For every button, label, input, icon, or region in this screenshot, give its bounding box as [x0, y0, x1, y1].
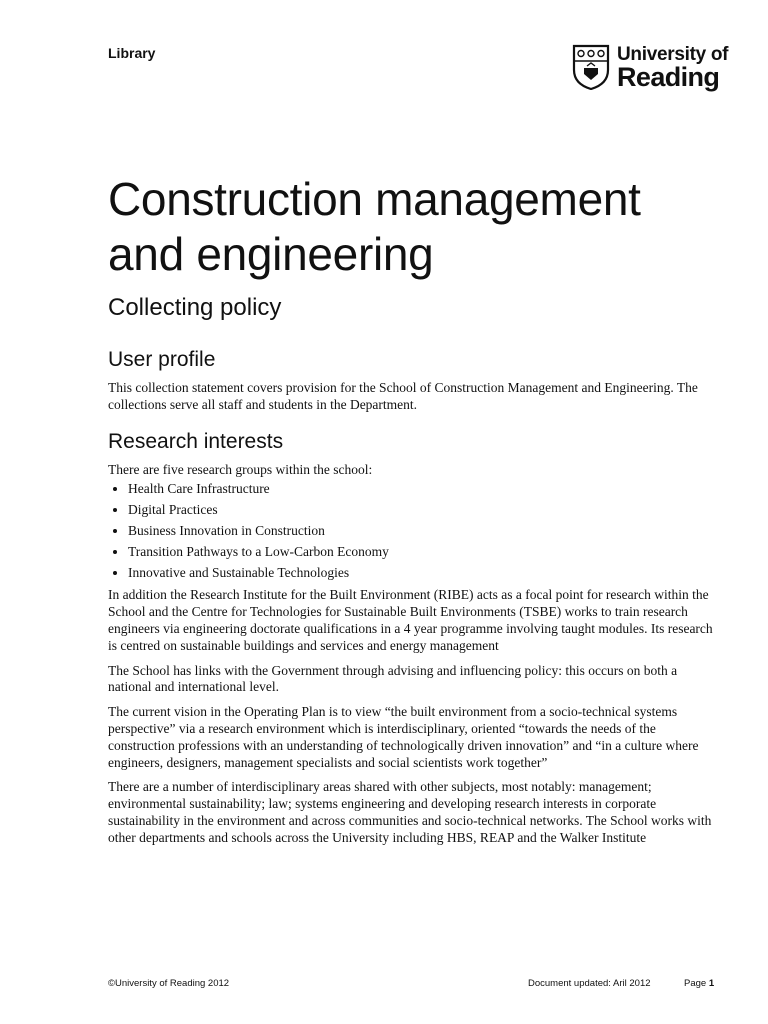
list-item: • Innovative and Sustainable Technologies	[128, 565, 718, 582]
research-groups-list	[108, 481, 718, 581]
footer-page-number	[684, 978, 714, 989]
footer-updated: Document updated: Aril 2012	[528, 978, 651, 989]
paragraph: There are a number of interdisciplinary areas shared with other subjects, most notably: management; environmental sustainability; law; systems engineering and developing research interests in corporate sustainability in the environment and across communities and socio-technical networks. The School works with other departments and schools across the University including HBS, REAP and the Walker Institute	[108, 779, 712, 845]
logo-text-reading: Reading	[617, 62, 720, 92]
paragraph: This collection statement covers provision for the School of Construction Management and Engineering. The collections serve all staff and students in the Department.	[108, 380, 698, 412]
document-body	[108, 346, 718, 855]
list-item: • Digital Practices	[128, 502, 718, 519]
section-heading-research-interests: Research interests	[108, 429, 284, 453]
paragraph-intro: There are five research groups within the school:	[108, 461, 373, 477]
list-item: • Transition Pathways to a Low-Carbon Economy	[128, 544, 718, 561]
university-shield-crest-icon	[572, 44, 610, 90]
list-item: • Business Innovation in Construction	[128, 523, 718, 540]
page-title: Construction management and engineering	[108, 173, 641, 280]
university-logo	[572, 44, 729, 94]
paragraph: In addition the Research Institute for the Built Environment (RIBE) acts as a focal point for research within the School and the Centre for Technologies for Sustainable Built Environments (TSBE) works to train research engineers via engineering doctorate qualifications in a 4 year programme involving taught modules. Its research is centred on sustainable buildings and services and energy management	[108, 587, 713, 653]
list-item: • Health Care Infrastructure	[128, 481, 718, 498]
page-label: Page	[684, 978, 707, 989]
section-heading-user-profile: User profile	[108, 348, 216, 371]
library-label: Library	[108, 45, 156, 61]
paragraph: The School has links with the Government through advising and influencing policy: this occurs on both a national and international level.	[108, 662, 678, 695]
footer-copyright: ©University of Reading 2012	[108, 978, 230, 989]
paragraph: The current vision in the Operating Plan is to view “the built environment from a socio-technical systems perspective” via a research environment which is interdisciplinary, oriented “towards the needs of the construction professions with an understanding of technologically driven innovation” and “in a culture where engineers, designers, management specialists and social scientists work together”	[108, 704, 699, 770]
page-number: 1	[708, 978, 715, 989]
page-subtitle: Collecting policy	[108, 294, 282, 321]
logo-text-university-of: University of	[617, 44, 729, 65]
